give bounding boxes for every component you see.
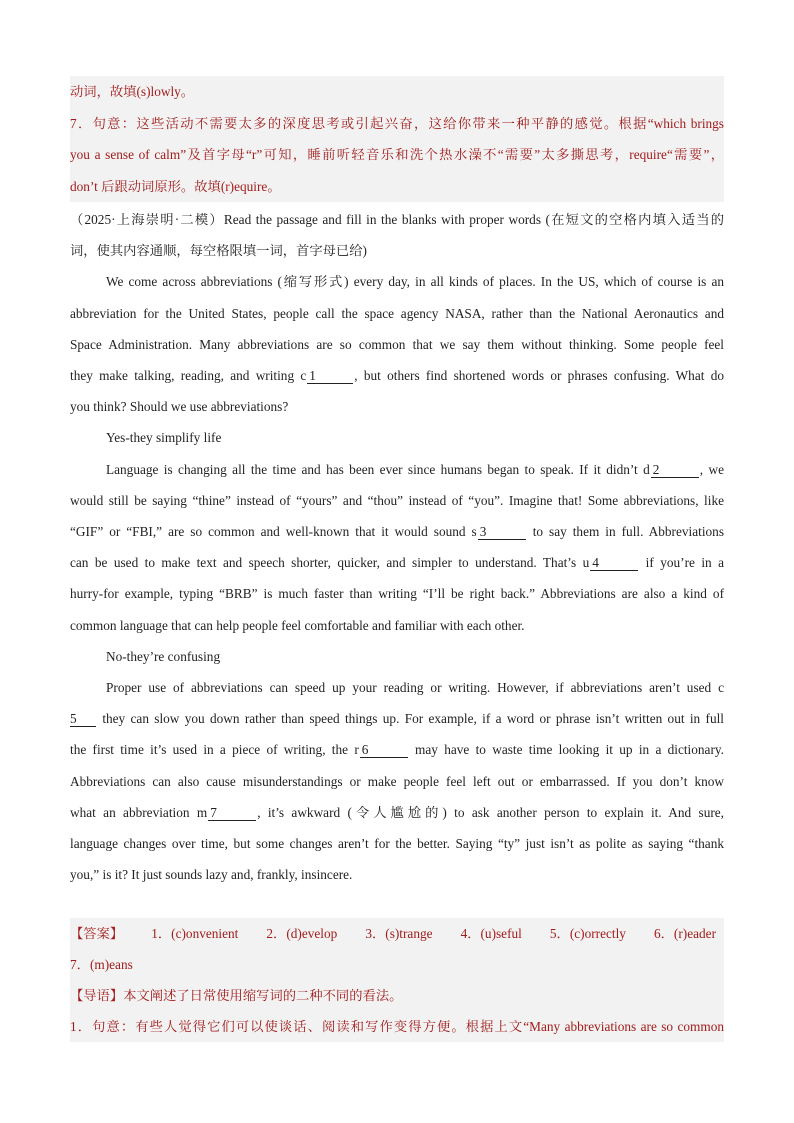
answer-item: 3．(s)trange <box>365 926 433 941</box>
explanation-line: you a sense of calm”及首字母“r”可知，睡前听轻音乐和洗个热水澡不“需要”太多撕思考，require“需要”， <box>70 147 724 162</box>
guide-label: 【导语】 <box>70 988 124 1003</box>
passage-line: would still be saying “thine” instead of “yours” and “thou” instead of “you”. Imagine that! Some abbreviations, like <box>70 492 724 508</box>
passage-line: you,” is it? It just sounds lazy and, frankly, insincere. <box>70 867 353 883</box>
blank-1: 1 <box>307 369 353 384</box>
blank-6: 6 <box>360 743 408 758</box>
passage-text: what an abbreviation m <box>70 804 208 820</box>
blank-7: 7 <box>208 806 256 821</box>
answer-item: 5．(c)orrectly <box>549 926 626 941</box>
guide-line <box>70 980 724 1011</box>
blank-4: 4 <box>590 556 638 571</box>
passage-text: can be used to make text and speech shorter, quicker, and simpler to understand. That’s u <box>70 555 590 571</box>
passage-text: Language is changing all the time and has been ever since humans began to speak. If it didn’t d <box>106 461 650 477</box>
passage-text: “GIF” or “FBI,” are so common and well-known that it would sound s <box>70 524 477 540</box>
passage-text: , it’s awkward (令人尴尬的) to ask another person to explain it. And sure, <box>257 804 724 820</box>
question-intro: 词，使其内容通顺，每空格限填一词，首字母已给) <box>70 243 367 259</box>
passage-line: abbreviation for the United States, people call the space agency NASA, rather than the National Aeronautics and <box>70 305 724 321</box>
answer-box <box>70 918 724 1042</box>
passage <box>70 204 724 890</box>
passage-line: Proper use of abbreviations can speed up your reading or writing. However, if abbreviations aren’t used c <box>106 680 724 696</box>
passage-text: may have to waste time looking it up in a dictionary. <box>408 742 724 758</box>
answer-item: 6．(r)eader <box>653 926 716 941</box>
section-heading-yes: Yes-they simplify life <box>106 430 222 446</box>
passage-line <box>70 734 724 765</box>
explanation-line: 7．句意：这些活动不需要太多的深度思考或引起兴奋，这给你带来一种平静的感觉。根据“which brings <box>70 115 724 131</box>
passage-text: the first time it’s used in a piece of writing, the r <box>70 742 359 758</box>
passage-text: , but others find shortened words or phrases confusing. What do <box>354 368 724 384</box>
question-intro: （2025·上海崇明·二模）Read the passage and fill in the blanks with proper words (在短文的空格内填入适当的 <box>70 212 724 227</box>
passage-line: We come across abbreviations (缩写形式) every day, in all kinds of places. In the US, which of course is an <box>106 274 724 290</box>
passage-line: common language that can help people feel comfortable and familiar with each other. <box>70 617 525 633</box>
explanation-line: don’t 后跟动词原形。故填(r)equire。 <box>70 178 281 194</box>
guide-text: 本文阐述了日常使用缩写词的二种不同的看法。 <box>123 988 403 1003</box>
passage-line: Space Administration. Many abbreviations are so common that we say them without thinking. Some people feel <box>70 336 724 352</box>
section-heading-no: No-they’re confusing <box>106 648 221 664</box>
passage-line <box>70 454 724 485</box>
passage-line: hurry-for example, typing “BRB” is much faster than writing “I’ll be right back.” Abbreviations are also a kind of <box>70 586 724 602</box>
answer-item: 2．(d)evelop <box>266 926 338 941</box>
passage-text: to say them in full. Abbreviations <box>526 524 724 540</box>
previous-answer-box <box>70 76 724 202</box>
passage-text: they make talking, reading, and writing c <box>70 368 307 384</box>
explanation-line: 动词，故填(s)lowly。 <box>70 84 195 99</box>
passage-line: language changes over time, but some changes aren’t for the better. Saying “ty” just isn’t as polite as saying “thank <box>70 836 724 852</box>
passage-line <box>70 547 724 578</box>
answer-item: 1．(c)onvenient <box>151 926 239 941</box>
explanation-line: 1．句意：有些人觉得它们可以使谈话、阅读和写作变得方便。根据上文“Many abbreviations are so common <box>70 1019 724 1034</box>
passage-text: if you’re in a <box>639 555 724 571</box>
answer-item: 7．(m)eans <box>70 957 133 972</box>
passage-line: Abbreviations can also cause misunderstandings or make people feel left out or embarrassed. If you don’t know <box>70 773 724 789</box>
blank-3: 3 <box>478 525 526 540</box>
blank-2: 2 <box>651 463 699 478</box>
passage-line <box>70 797 724 828</box>
passage-text: they can slow you down rather than speed things up. For example, if a word or phrase isn’t written out in full <box>97 711 724 727</box>
passage-line <box>70 360 724 391</box>
passage-line <box>70 516 724 547</box>
answer-item: 4．(u)seful <box>460 926 522 941</box>
passage-text: , we <box>699 461 724 477</box>
passage-line <box>70 703 724 734</box>
answer-line <box>70 918 724 949</box>
blank-5: 5 <box>70 712 96 727</box>
passage-line: you think? Should we use abbreviations? <box>70 399 289 415</box>
answer-label: 【答案】 <box>70 926 124 941</box>
